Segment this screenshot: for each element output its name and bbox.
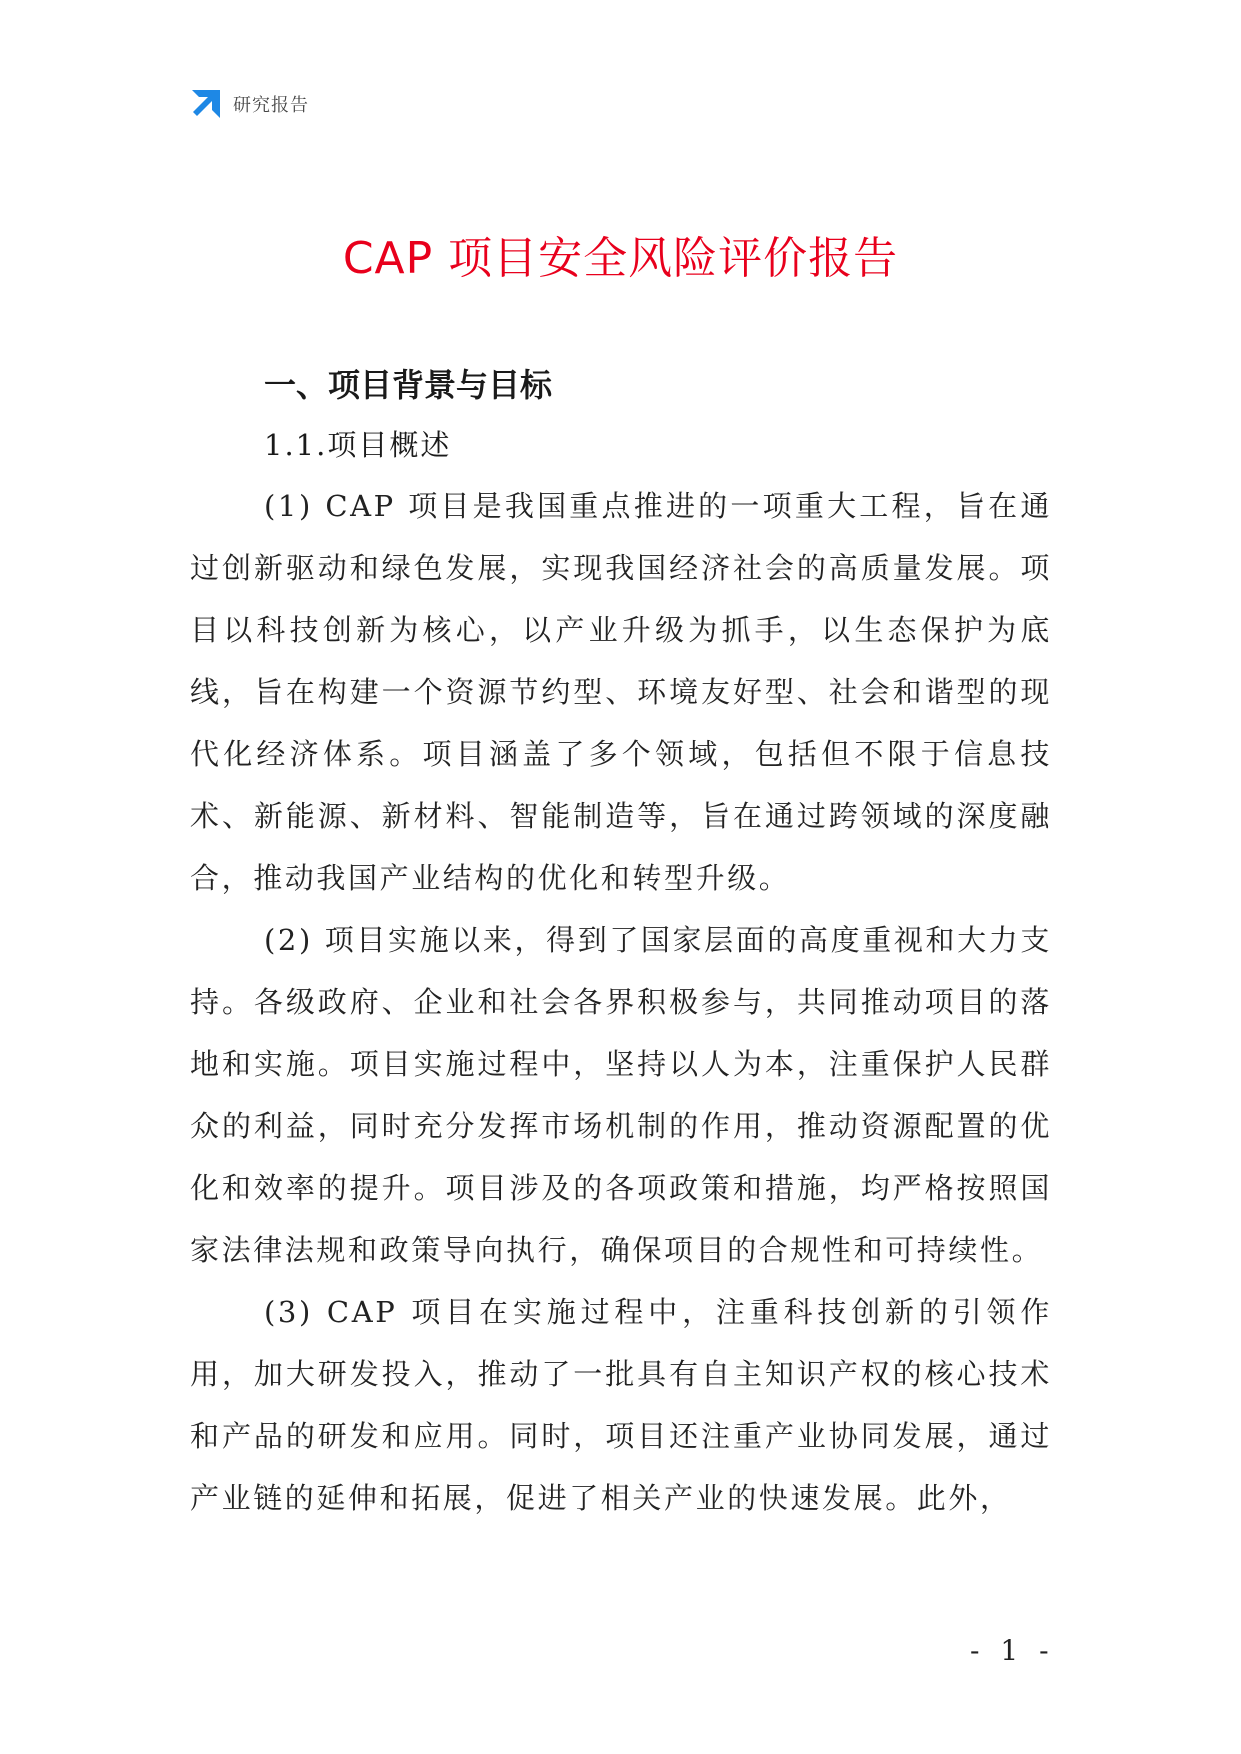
subsection-heading: 1.1.项目概述 xyxy=(264,428,452,462)
arrow-up-right-logo-icon xyxy=(190,88,222,120)
paragraph-1: (1) CAP 项目是我国重点推进的一项重大工程，旨在通过创新驱动和绿色发展，实现我国经济社会的高质量发展。项目以科技创新为核心，以产业升级为抓手，以生态保护为底线，旨在构建一个资源节约型、环境友好型、社会和谐型的现代化经济体系。项目涵盖了多个领域，包括但不限于信息技术、新能源、新材料、智能制造等，旨在通过跨领域的深度融合，推动我国产业结构的优化和转型升级。 xyxy=(190,489,1052,895)
paragraph-3: (3) CAP 项目在实施过程中，注重科技创新的引领作用，加大研发投入，推动了一批具有自主知识产权的核心技术和产品的研发和应用。同时，项目还注重产业协同发展，通过产业链的延伸和拓展，促进了相关产业的快速发展。此外， xyxy=(190,1295,1052,1515)
page-number: - 1 - xyxy=(970,1634,1055,1667)
page-header xyxy=(190,88,309,120)
paragraph-2: (2) 项目实施以来，得到了国家层面的高度重视和大力支持。各级政府、企业和社会各界积极参与，共同推动项目的落地和实施。项目实施过程中，坚持以人为本，注重保护人民群众的利益，同时充分发挥市场机制的作用，推动资源配置的优化和效率的提升。项目涉及的各项政策和措施，均严格按照国家法律法规和政策导向执行，确保项目的合规性和可持续性。 xyxy=(190,923,1052,1267)
document-body xyxy=(190,355,1052,1529)
section-heading: 一、项目背景与目标 xyxy=(264,366,553,404)
document-title: CAP 项目安全风险评价报告 xyxy=(342,233,899,284)
header-label: 研究报告 xyxy=(233,95,309,116)
